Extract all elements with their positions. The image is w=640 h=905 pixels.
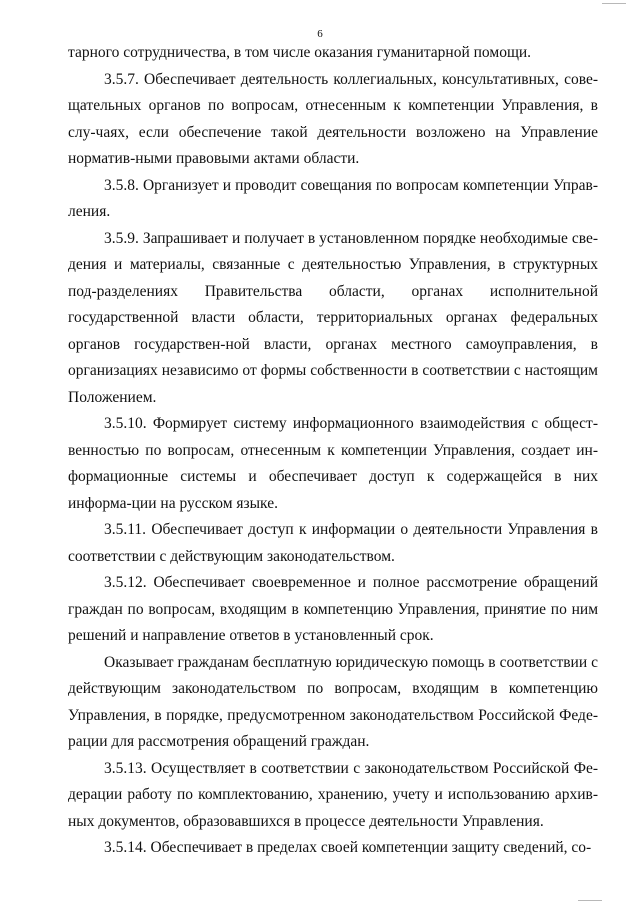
paragraph-3-5-11: 3.5.11. Обеспечивает доступ к информации о деятельности Управления в соответствии с действующим законодательством.	[68, 521, 598, 565]
document-body	[68, 40, 598, 862]
paragraph-3-5-7: 3.5.7. Обеспечивает деятельность коллегиальных, консультативных, сове-щательных органов по вопросам, отнесенным к компетенции Управления, в слу-чаях, если обеспечение такой деятельности возложено на Управление норматив-ными правовыми актами области.	[68, 70, 598, 167]
scan-artifact-mark	[578, 900, 602, 901]
paragraph-3-5-9: 3.5.9. Запрашивает и получает в установленном порядке необходимые све-дения и материалы, связанные с деятельностью Управления, в структурных под-разделениях Правительства области, органах исполнительной государственной власти области, территориальных органах федеральных органов государствен-ной власти, органах местного самоуправления, в организациях независимо от формы собственности в соответствии с настоящим Положением.	[68, 229, 598, 406]
paragraph-3-5-8: 3.5.8. Организует и проводит совещания по вопросам компетенции Управ-ления.	[68, 176, 598, 220]
paragraph-3-5-12: 3.5.12. Обеспечивает своевременное и полное рассмотрение обращений граждан по вопросам, входящим в компетенцию Управления, принятие по ним решений и направление ответов в установленный срок.	[68, 574, 598, 644]
paragraph-legal-aid: Оказывает гражданам бесплатную юридическую помощь в соответствии с действующим законодательством по вопросам, входящим в компетенцию Управления, в порядке, предусмотренном законодательством Российской Феде-рации для рассмотрения обращений граждан.	[68, 653, 598, 750]
paragraph-continuation: тарного сотрудничества, в том числе оказания гуманитарной помощи.	[68, 44, 532, 61]
page-number: 6	[317, 28, 323, 40]
scan-artifact-mark	[602, 3, 626, 4]
paragraph-3-5-13: 3.5.13. Осуществляет в соответствии с законодательством Российской Фе-дерации работу по комплектованию, хранению, учету и использованию архив-ных документов, образовавшихся в процессе деятельности Управления.	[68, 759, 598, 830]
paragraph-3-5-14: 3.5.14. Обеспечивает в пределах своей компетенции защиту сведений, со-	[104, 839, 592, 856]
paragraph-3-5-10: 3.5.10. Формирует систему информационного взаимодействия с общест-венностью по вопросам, отнесенным к компетенции Управления, создает ин-формационные системы и обеспечивает доступ к содержащейся в них информа-ции на русском языке.	[68, 415, 598, 512]
